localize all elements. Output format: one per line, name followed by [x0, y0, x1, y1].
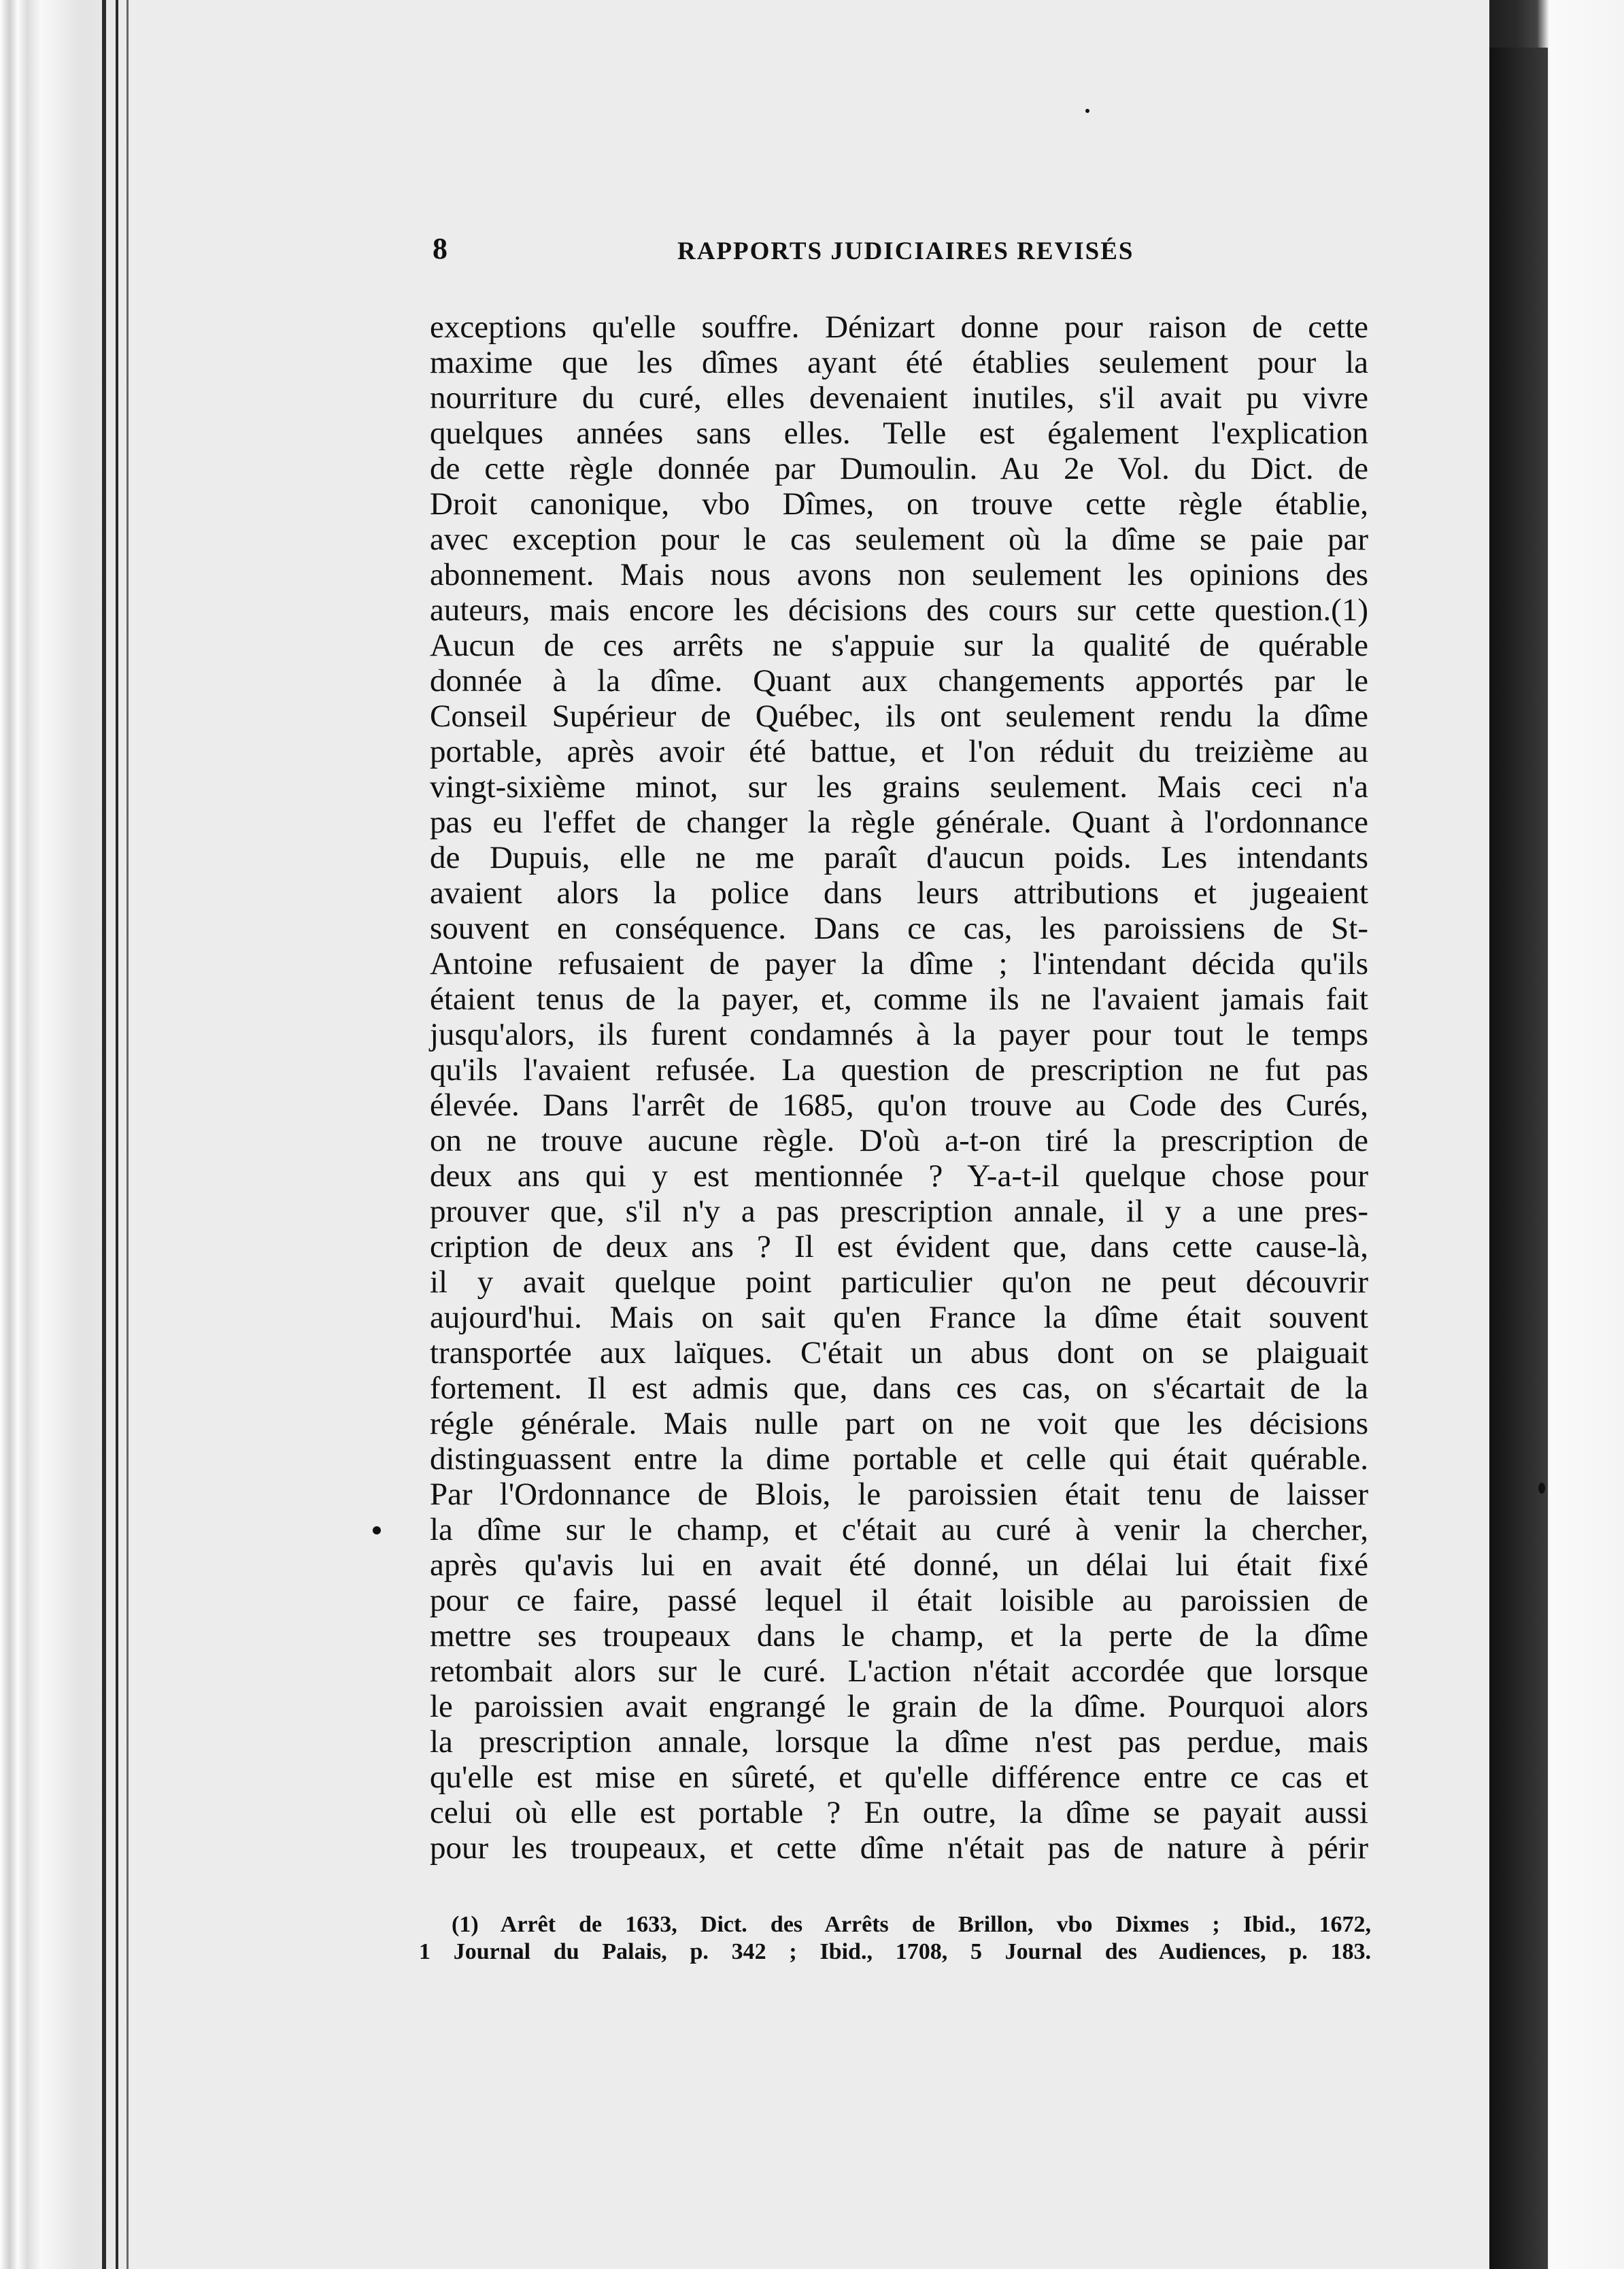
text-line: celui où elle est portable ? En outre, la dîme se payait aussi [430, 1795, 1368, 1830]
body-text [430, 309, 1368, 1866]
page-number: 8 [433, 232, 447, 265]
scan-speck [1538, 1483, 1545, 1494]
text-line: on ne trouve aucune règle. D'où a-t-on tiré la prescription de [430, 1123, 1368, 1158]
text-line: exceptions qu'elle souffre. Dénizart donne pour raison de cette [430, 309, 1368, 345]
text-line: donnée à la dîme. Quant aux changements apportés par le [430, 663, 1368, 699]
text-line: régle générale. Mais nulle part on ne voit que les décisions [430, 1406, 1368, 1441]
text-line: transportée aux laïques. C'était un abus dont on se plaiguait [430, 1335, 1368, 1371]
text-line: Antoine refusaient de payer la dîme ; l'intendant décida qu'ils [430, 946, 1368, 981]
text-line: cription de deux ans ? Il est évident que, dans cette cause-là, [430, 1229, 1368, 1264]
text-line: souvent en conséquence. Dans ce cas, les paroissiens de St- [430, 911, 1368, 946]
scan-speck [1085, 109, 1089, 113]
text-line: distinguassent entre la dime portable et celle qui était quérable. [430, 1441, 1368, 1477]
text-line: portable, après avoir été battue, et l'on réduit du treizième au [430, 734, 1368, 769]
text-line: il y avait quelque point particulier qu'on ne peut découvrir [430, 1264, 1368, 1300]
text-line: Aucun de ces arrêts ne s'appuie sur la qualité de quérable [430, 628, 1368, 663]
book-binding-edge [0, 0, 143, 2269]
text-line: avaient alors la police dans leurs attributions et jugeaient [430, 875, 1368, 911]
text-line: Par l'Ordonnance de Blois, le paroissien était tenu de laisser [430, 1477, 1368, 1512]
text-line: vingt-sixième minot, sur les grains seulement. Mais ceci n'a [430, 769, 1368, 805]
text-line: mettre ses troupeaux dans le champ, et la perte de la dîme [430, 1618, 1368, 1653]
text-line: la dîme sur le champ, et c'était au curé à venir la chercher, [430, 1512, 1368, 1547]
text-line: deux ans qui y est mentionnée ? Y-a-t-il quelque chose pour [430, 1158, 1368, 1194]
text-line: de Dupuis, elle ne me paraît d'aucun poids. Les intendants [430, 840, 1368, 875]
text-line: avec exception pour le cas seulement où la dîme se paie par [430, 522, 1368, 557]
text-line: la prescription annale, lorsque la dîme n'est pas perdue, mais [430, 1724, 1368, 1760]
text-line: quelques années sans elles. Telle est également l'explication [430, 416, 1368, 451]
footnote-line: 1 Journal du Palais, p. 342 ; Ibid., 1708, 5 Journal des Audiences, p. 183. [419, 1939, 1371, 1964]
text-line: le paroissien avait engrangé le grain de la dîme. Pourquoi alors [430, 1689, 1368, 1724]
running-head [433, 231, 1364, 272]
text-line: qu'ils l'avaient refusée. La question de prescription ne fut pas [430, 1052, 1368, 1088]
footnote-line: (1) Arrêt de 1633, Dict. des Arrêts de Brillon, vbo Dixmes ; Ibid., 1672, [452, 1912, 1371, 1937]
text-line: aujourd'hui. Mais on sait qu'en France la dîme était souvent [430, 1300, 1368, 1335]
text-line: pour ce faire, passé lequel il était loisible au paroissien de [430, 1583, 1368, 1618]
spine-line [102, 0, 106, 2269]
text-line: nourriture du curé, elles devenaient inutiles, s'il avait pu vivre [430, 380, 1368, 416]
running-head-title: RAPPORTS JUDICIAIRES REVISÉS [677, 237, 1134, 265]
text-line: élevée. Dans l'arrêt de 1685, qu'on trouve au Code des Curés, [430, 1088, 1368, 1123]
scan-speck [373, 1526, 381, 1534]
spine-line [126, 0, 129, 2269]
text-line: qu'elle est mise en sûreté, et qu'elle différence entre ce cas et [430, 1760, 1368, 1795]
text-line: après qu'avis lui en avait été donné, un délai lui était fixé [430, 1547, 1368, 1583]
text-line: auteurs, mais encore les décisions des cours sur cette question.(1) [430, 592, 1368, 628]
text-line: retombait alors sur le curé. L'action n'était accordée que lorsque [430, 1653, 1368, 1689]
text-line: pas eu l'effet de changer la règle générale. Quant à l'ordonnance [430, 805, 1368, 840]
text-line: fortement. Il est admis que, dans ces cas, on s'écartait de la [430, 1371, 1368, 1406]
text-line: pour les troupeaux, et cette dîme n'était pas de nature à périr [430, 1830, 1368, 1866]
text-line: Conseil Supérieur de Québec, ils ont seulement rendu la dîme [430, 699, 1368, 734]
text-line: jusqu'alors, ils furent condamnés à la payer pour tout le temps [430, 1017, 1368, 1052]
page-right-edge [1489, 0, 1624, 2269]
text-line: étaient tenus de la payer, et, comme ils ne l'avaient jamais fait [430, 981, 1368, 1017]
text-line: maxime que les dîmes ayant été établies seulement pour la [430, 345, 1368, 380]
footnote [419, 1911, 1371, 1966]
text-line: Droit canonique, vbo Dîmes, on trouve cette règle établie, [430, 486, 1368, 522]
edge-shadow [1489, 48, 1548, 2269]
spine-line [116, 0, 118, 2269]
text-line: prouver que, s'il n'y a pas prescription annale, il y a une pres- [430, 1194, 1368, 1229]
text-line: abonnement. Mais nous avons non seulement les opinions des [430, 557, 1368, 592]
text-line: de cette règle donnée par Dumoulin. Au 2e Vol. du Dict. de [430, 451, 1368, 486]
